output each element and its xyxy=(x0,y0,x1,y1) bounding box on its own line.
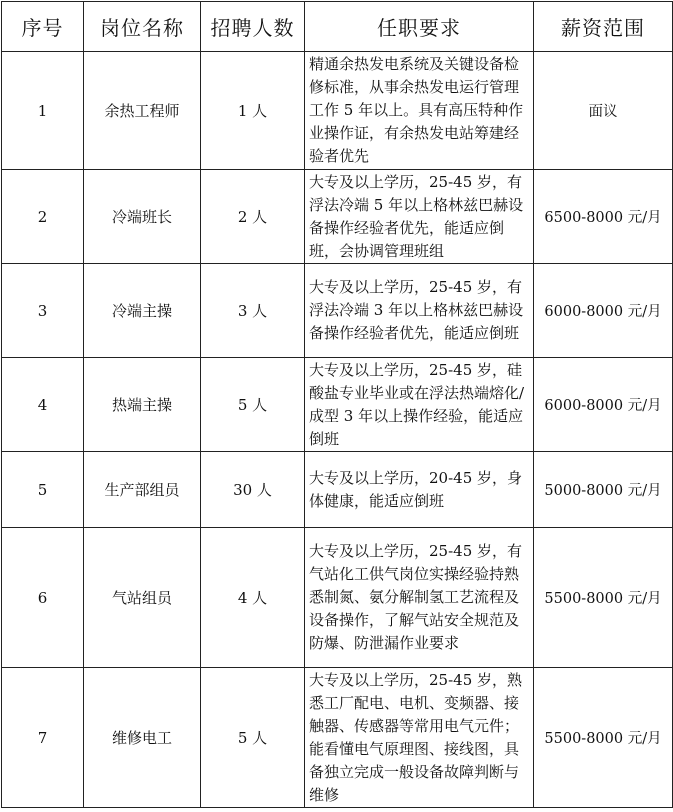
table-row xyxy=(2,264,673,358)
cell-salary: 6000-8000 元/月 xyxy=(534,358,673,452)
cell-requirements: 精通余热发电系统及关键设备检修标准，从事余热发电运行管理工作 5 年以上。具有高压特种作业操作证，有余热发电站筹建经验者优先 xyxy=(305,52,534,170)
header-row xyxy=(2,2,673,52)
cell-no: 6 xyxy=(2,528,84,668)
cell-no: 7 xyxy=(2,668,84,808)
cell-salary: 5000-8000 元/月 xyxy=(534,452,673,528)
table-row xyxy=(2,452,673,528)
header-salary: 薪资范围 xyxy=(534,2,673,52)
recruitment-table xyxy=(1,1,673,808)
header-no: 序号 xyxy=(2,2,84,52)
cell-salary: 面议 xyxy=(534,52,673,170)
cell-requirements: 大专及以上学历，25-45 岁，有浮法冷端 5 年以上格林兹巴赫设备操作经验者优先，能适应倒班，会协调管理班组 xyxy=(305,170,534,264)
cell-count: 3 人 xyxy=(201,264,305,358)
cell-salary: 6500-8000 元/月 xyxy=(534,170,673,264)
cell-no: 1 xyxy=(2,52,84,170)
cell-requirements: 大专及以上学历，25-45 岁，有气站化工供气岗位实操经验持熟悉制氮、氨分解制氢工艺流程及设备操作，了解气站安全规范及防爆、防泄漏作业要求 xyxy=(305,528,534,668)
cell-salary: 6000-8000 元/月 xyxy=(534,264,673,358)
cell-position: 余热工程师 xyxy=(84,52,201,170)
cell-requirements: 大专及以上学历，20-45 岁，身体健康，能适应倒班 xyxy=(305,452,534,528)
cell-position: 维修电工 xyxy=(84,668,201,808)
cell-no: 3 xyxy=(2,264,84,358)
cell-salary: 5500-8000 元/月 xyxy=(534,668,673,808)
cell-no: 5 xyxy=(2,452,84,528)
table-row xyxy=(2,528,673,668)
header-count: 招聘人数 xyxy=(201,2,305,52)
cell-count: 5 人 xyxy=(201,668,305,808)
cell-no: 2 xyxy=(2,170,84,264)
cell-no: 4 xyxy=(2,358,84,452)
cell-count: 5 人 xyxy=(201,358,305,452)
cell-position: 生产部组员 xyxy=(84,452,201,528)
cell-count: 30 人 xyxy=(201,452,305,528)
table-row xyxy=(2,170,673,264)
cell-position: 气站组员 xyxy=(84,528,201,668)
cell-position: 热端主操 xyxy=(84,358,201,452)
cell-salary: 5500-8000 元/月 xyxy=(534,528,673,668)
header-requirements: 任职要求 xyxy=(305,2,534,52)
cell-requirements: 大专及以上学历，25-45 岁，有浮法冷端 3 年以上格林兹巴赫设备操作经验者优先，能适应倒班 xyxy=(305,264,534,358)
cell-position: 冷端班长 xyxy=(84,170,201,264)
cell-count: 1 人 xyxy=(201,52,305,170)
header-position: 岗位名称 xyxy=(84,2,201,52)
cell-position: 冷端主操 xyxy=(84,264,201,358)
table-row xyxy=(2,52,673,170)
cell-requirements: 大专及以上学历，25-45 岁，硅酸盐专业毕业或在浮法热端熔化/成型 3 年以上操作经验，能适应倒班 xyxy=(305,358,534,452)
cell-count: 2 人 xyxy=(201,170,305,264)
cell-requirements: 大专及以上学历，25-45 岁，熟悉工厂配电、电机、变频器、接触器、传感器等常用电气元件；能看懂电气原理图、接线图，具备独立完成一般设备故障判断与维修 xyxy=(305,668,534,808)
cell-count: 4 人 xyxy=(201,528,305,668)
table-row xyxy=(2,358,673,452)
table-row xyxy=(2,668,673,808)
